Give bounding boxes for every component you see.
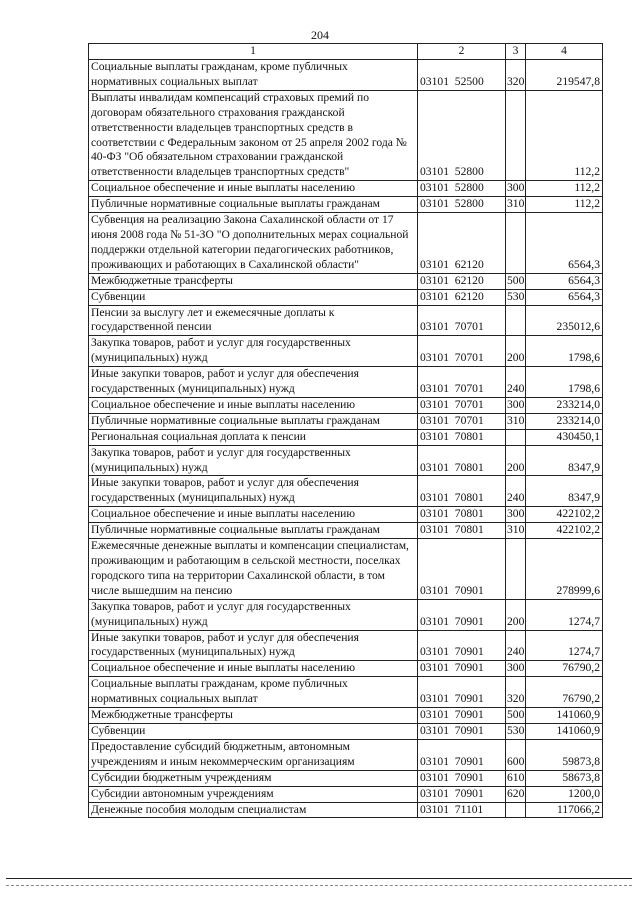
row-sum-cell: 112,2 xyxy=(526,90,603,180)
row-sum-cell: 76790,2 xyxy=(526,661,603,677)
row-type-cell: 600 xyxy=(506,739,526,770)
row-type-cell: 200 xyxy=(506,336,526,367)
table-row xyxy=(89,367,603,398)
row-type-cell: 320 xyxy=(506,677,526,708)
row-name-cell: Иные закупки товаров, работ и услуг для обеспечения государственных (муниципальных) нужд xyxy=(89,367,418,398)
row-type-cell: 300 xyxy=(506,181,526,197)
row-type-cell: 500 xyxy=(506,273,526,289)
row-sum-cell: 1798,6 xyxy=(526,367,603,398)
table-row xyxy=(89,90,603,180)
row-sum-cell: 58673,8 xyxy=(526,770,603,786)
row-name-cell: Субвенции xyxy=(89,723,418,739)
row-type-cell: 530 xyxy=(506,289,526,305)
row-type-cell: 500 xyxy=(506,708,526,724)
row-code-cell: 03101 62120 xyxy=(418,273,506,289)
table-row xyxy=(89,770,603,786)
row-code-cell: 03101 70701 xyxy=(418,367,506,398)
row-name-cell: Закупка товаров, работ и услуг для государственных (муниципальных) нужд xyxy=(89,445,418,476)
table-row xyxy=(89,630,603,661)
row-sum-cell: 233214,0 xyxy=(526,413,603,429)
row-sum-cell: 112,2 xyxy=(526,181,603,197)
row-code-cell: 03101 70901 xyxy=(418,539,506,600)
row-code-cell: 03101 70901 xyxy=(418,739,506,770)
row-name-cell: Закупка товаров, работ и услуг для государственных (муниципальных) нужд xyxy=(89,336,418,367)
row-name-cell: Социальные выплаты гражданам, кроме публичных нормативных социальных выплат xyxy=(89,60,418,91)
table-row xyxy=(89,336,603,367)
row-name-cell: Субвенция на реализацию Закона Сахалинской области от 17 июня 2008 года № 51-ЗО "О дополнительных мерах социальной поддержки отдельной категории педагогических работников, проживающих и работающих в Сахалинской области" xyxy=(89,213,418,274)
row-sum-cell: 1200,0 xyxy=(526,786,603,802)
row-name-cell: Предоставление субсидий бюджетным, автономным учреждениям и иным некоммерческим организациям xyxy=(89,739,418,770)
table-row xyxy=(89,397,603,413)
row-sum-cell: 59873,8 xyxy=(526,739,603,770)
row-code-cell: 03101 62120 xyxy=(418,213,506,274)
row-sum-cell: 6564,3 xyxy=(526,289,603,305)
row-code-cell: 03101 70801 xyxy=(418,507,506,523)
table-row xyxy=(89,305,603,336)
row-name-cell: Социальное обеспечение и иные выплаты населению xyxy=(89,397,418,413)
footer-divider-dashed xyxy=(6,885,632,886)
row-code-cell: 03101 70901 xyxy=(418,723,506,739)
row-type-cell: 300 xyxy=(506,507,526,523)
row-name-cell: Социальные выплаты гражданам, кроме публичных нормативных социальных выплат xyxy=(89,677,418,708)
row-code-cell: 03101 52800 xyxy=(418,90,506,180)
table-row xyxy=(89,60,603,91)
row-name-cell: Ежемесячные денежные выплаты и компенсации специалистам, проживающим и работающим в сельской местности, поселках городского типа на территории Сахалинской области, в том числе вышедшим на пенсию xyxy=(89,539,418,600)
row-type-cell xyxy=(506,429,526,445)
row-sum-cell: 117066,2 xyxy=(526,802,603,818)
row-type-cell: 200 xyxy=(506,599,526,630)
row-type-cell xyxy=(506,305,526,336)
row-name-cell: Межбюджетные трансферты xyxy=(89,273,418,289)
budget-table xyxy=(88,43,603,818)
row-code-cell: 03101 70901 xyxy=(418,661,506,677)
table-row xyxy=(89,197,603,213)
table-row xyxy=(89,181,603,197)
row-sum-cell: 235012,6 xyxy=(526,305,603,336)
row-sum-cell: 219547,8 xyxy=(526,60,603,91)
row-type-cell xyxy=(506,802,526,818)
table-row xyxy=(89,289,603,305)
row-sum-cell: 76790,2 xyxy=(526,677,603,708)
row-sum-cell: 233214,0 xyxy=(526,397,603,413)
table-row xyxy=(89,445,603,476)
table-row xyxy=(89,507,603,523)
row-code-cell: 03101 70701 xyxy=(418,413,506,429)
row-type-cell: 200 xyxy=(506,445,526,476)
table-row xyxy=(89,273,603,289)
row-code-cell: 03101 62120 xyxy=(418,289,506,305)
header-cell-type: 3 xyxy=(506,44,526,60)
table-row xyxy=(89,739,603,770)
row-name-cell: Субсидии бюджетным учреждениям xyxy=(89,770,418,786)
header-cell-sum: 4 xyxy=(526,44,603,60)
row-sum-cell: 112,2 xyxy=(526,197,603,213)
row-name-cell: Денежные пособия молодым специалистам xyxy=(89,802,418,818)
table-row xyxy=(89,786,603,802)
table-row xyxy=(89,476,603,507)
table-row xyxy=(89,708,603,724)
row-code-cell: 03101 52800 xyxy=(418,197,506,213)
row-name-cell: Иные закупки товаров, работ и услуг для обеспечения государственных (муниципальных) нужд xyxy=(89,476,418,507)
row-name-cell: Публичные нормативные социальные выплаты гражданам xyxy=(89,413,418,429)
row-sum-cell: 422102,2 xyxy=(526,523,603,539)
table-row xyxy=(89,599,603,630)
row-name-cell: Публичные нормативные социальные выплаты гражданам xyxy=(89,523,418,539)
row-type-cell: 320 xyxy=(506,60,526,91)
row-sum-cell: 430450,1 xyxy=(526,429,603,445)
table-row xyxy=(89,523,603,539)
row-sum-cell: 1798,6 xyxy=(526,336,603,367)
row-name-cell: Субвенции xyxy=(89,289,418,305)
table-row xyxy=(89,213,603,274)
row-code-cell: 03101 70801 xyxy=(418,445,506,476)
row-name-cell: Межбюджетные трансферты xyxy=(89,708,418,724)
row-type-cell: 310 xyxy=(506,197,526,213)
row-name-cell: Пенсии за выслугу лет и ежемесячные доплаты к государственной пенсии xyxy=(89,305,418,336)
row-code-cell: 03101 70701 xyxy=(418,305,506,336)
row-type-cell: 620 xyxy=(506,786,526,802)
row-sum-cell: 8347,9 xyxy=(526,445,603,476)
row-type-cell: 240 xyxy=(506,630,526,661)
row-sum-cell: 141060,9 xyxy=(526,708,603,724)
row-name-cell: Социальное обеспечение и иные выплаты населению xyxy=(89,507,418,523)
row-type-cell xyxy=(506,539,526,600)
row-type-cell xyxy=(506,90,526,180)
row-code-cell: 03101 70901 xyxy=(418,599,506,630)
table-row xyxy=(89,429,603,445)
row-sum-cell: 422102,2 xyxy=(526,507,603,523)
table-row xyxy=(89,802,603,818)
row-name-cell: Социальное обеспечение и иные выплаты населению xyxy=(89,181,418,197)
row-code-cell: 03101 71101 xyxy=(418,802,506,818)
table-row xyxy=(89,677,603,708)
row-code-cell: 03101 70901 xyxy=(418,708,506,724)
page-number: 204 xyxy=(311,28,329,42)
row-sum-cell: 8347,9 xyxy=(526,476,603,507)
row-type-cell: 300 xyxy=(506,661,526,677)
row-sum-cell: 1274,7 xyxy=(526,599,603,630)
row-name-cell: Социальное обеспечение и иные выплаты населению xyxy=(89,661,418,677)
row-code-cell: 03101 52800 xyxy=(418,181,506,197)
row-type-cell: 310 xyxy=(506,413,526,429)
row-code-cell: 03101 70901 xyxy=(418,630,506,661)
row-code-cell: 03101 70801 xyxy=(418,476,506,507)
row-code-cell: 03101 52500 xyxy=(418,60,506,91)
row-code-cell: 03101 70801 xyxy=(418,429,506,445)
row-name-cell: Субсидии автономным учреждениям xyxy=(89,786,418,802)
row-type-cell: 310 xyxy=(506,523,526,539)
row-name-cell: Иные закупки товаров, работ и услуг для обеспечения государственных (муниципальных) нужд xyxy=(89,630,418,661)
row-sum-cell: 6564,3 xyxy=(526,273,603,289)
row-code-cell: 03101 70901 xyxy=(418,677,506,708)
row-code-cell: 03101 70901 xyxy=(418,786,506,802)
table-row xyxy=(89,413,603,429)
row-type-cell: 240 xyxy=(506,476,526,507)
footer-divider xyxy=(6,878,632,879)
row-code-cell: 03101 70901 xyxy=(418,770,506,786)
row-type-cell: 300 xyxy=(506,397,526,413)
row-name-cell: Закупка товаров, работ и услуг для государственных (муниципальных) нужд xyxy=(89,599,418,630)
row-sum-cell: 1274,7 xyxy=(526,630,603,661)
row-name-cell: Региональная социальная доплата к пенсии xyxy=(89,429,418,445)
header-cell-code: 2 xyxy=(418,44,506,60)
row-code-cell: 03101 70801 xyxy=(418,523,506,539)
row-name-cell: Выплаты инвалидам компенсаций страховых премий по договорам обязательного страхования гражданской ответственности владельцев транспортных средств в соответствии с Федеральным законом от 25 апреля 2002 года № 40-ФЗ "Об обязательном страховании гражданской ответственности владельцев транспортных средств" xyxy=(89,90,418,180)
row-sum-cell: 141060,9 xyxy=(526,723,603,739)
row-code-cell: 03101 70701 xyxy=(418,397,506,413)
header-row xyxy=(89,44,603,60)
row-type-cell: 240 xyxy=(506,367,526,398)
row-type-cell: 610 xyxy=(506,770,526,786)
row-type-cell xyxy=(506,213,526,274)
row-code-cell: 03101 70701 xyxy=(418,336,506,367)
row-sum-cell: 6564,3 xyxy=(526,213,603,274)
table-row xyxy=(89,539,603,600)
row-name-cell: Публичные нормативные социальные выплаты гражданам xyxy=(89,197,418,213)
table-row xyxy=(89,723,603,739)
row-sum-cell: 278999,6 xyxy=(526,539,603,600)
row-type-cell: 530 xyxy=(506,723,526,739)
table-row xyxy=(89,661,603,677)
header-cell-name: 1 xyxy=(89,44,418,60)
